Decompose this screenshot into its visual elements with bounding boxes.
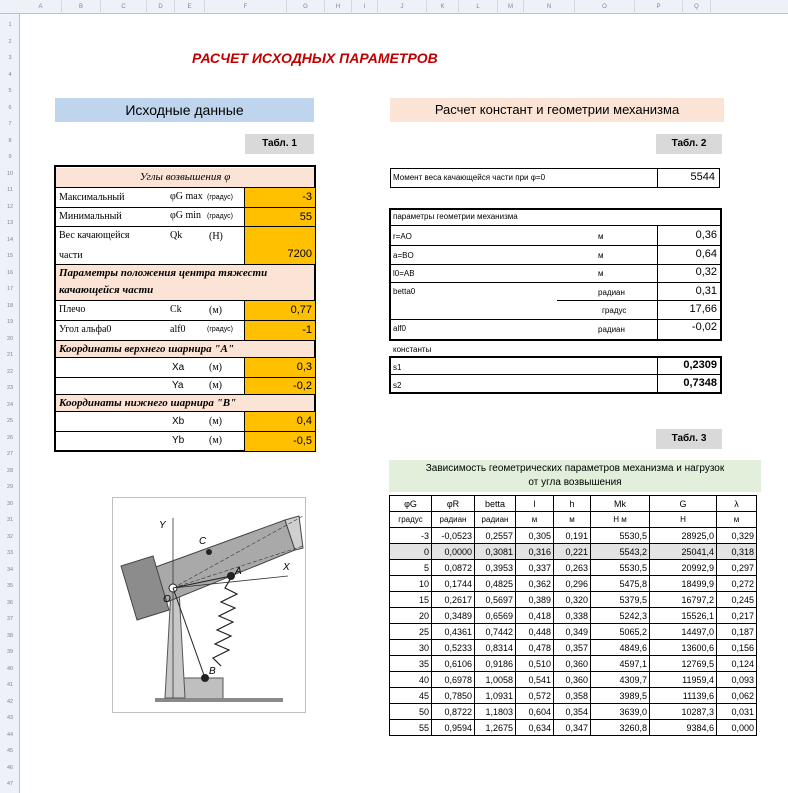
table-cell[interactable]: 0,221 [554, 544, 591, 560]
alf-label: alf0 [393, 324, 406, 333]
betta-label: betta0 [393, 287, 416, 296]
table-cell[interactable]: 3260,8 [591, 720, 650, 736]
row-header-21[interactable]: 21 [6, 352, 14, 358]
table-row [390, 688, 757, 704]
row-header-44[interactable]: 44 [6, 731, 14, 738]
row-header-39[interactable]: 39 [6, 649, 14, 655]
table-cell[interactable]: 0,6106 [432, 656, 475, 672]
table-cell[interactable]: 0,263 [554, 560, 591, 576]
table-cell[interactable]: 0,093 [717, 672, 757, 688]
table-cell[interactable]: 1,1803 [475, 704, 516, 720]
table-cell[interactable]: 0 [390, 544, 432, 560]
row-header-16[interactable]: 16 [6, 269, 14, 276]
column-header-Q[interactable]: Q [683, 0, 711, 14]
s1-value: 0,2309 [683, 359, 717, 371]
row-header-10[interactable]: 10 [6, 170, 14, 177]
column-header-O[interactable]: O [575, 0, 635, 14]
point-c-label: C [199, 536, 207, 547]
table-cell[interactable]: 5530,5 [591, 560, 650, 576]
table-cell[interactable]: 1,2675 [475, 720, 516, 736]
table-cell[interactable]: 0,031 [717, 704, 757, 720]
table-cell[interactable]: 9384,6 [650, 720, 717, 736]
y-axis-label: Y [159, 520, 166, 531]
hinge-b-label: B [209, 666, 216, 677]
column-header-D[interactable]: D [147, 0, 175, 14]
table-cell[interactable]: betta [475, 496, 516, 512]
table-row [390, 640, 757, 656]
column-header-bar [0, 0, 788, 14]
table-row [390, 720, 757, 736]
table-cell[interactable]: 5242,3 [591, 608, 650, 624]
yb-symbol: Yb [172, 435, 185, 446]
table-cell[interactable]: 0,362 [516, 576, 554, 592]
table-cell[interactable]: 0,187 [717, 624, 757, 640]
row-header-15[interactable]: 15 [6, 253, 14, 259]
table-row [390, 592, 757, 608]
table-cell[interactable]: 0,318 [717, 544, 757, 560]
table-cell[interactable]: 0,305 [516, 528, 554, 544]
alpha-label: Угол альфа0 [59, 324, 112, 335]
table-cell[interactable]: 0,349 [554, 624, 591, 640]
table-cell[interactable]: 30 [390, 640, 432, 656]
xa-input[interactable]: 0,3 [245, 358, 315, 377]
table-cell[interactable]: 45 [390, 688, 432, 704]
table-cell[interactable]: 12769,5 [650, 656, 717, 672]
x-axis-label: X [283, 562, 290, 573]
row-header-2[interactable]: 2 [8, 38, 12, 45]
table-3-title [389, 460, 761, 492]
table-cell[interactable]: 0,191 [554, 528, 591, 544]
table-cell[interactable]: 4309,7 [591, 672, 650, 688]
table-cell[interactable]: 35 [390, 656, 432, 672]
row-header-1[interactable]: 1 [8, 22, 12, 28]
l0-value: 0,32 [695, 266, 717, 278]
table-cell[interactable]: 5379,5 [591, 592, 650, 608]
row-header-6[interactable]: 6 [8, 104, 12, 111]
table-cell[interactable]: 0,217 [717, 608, 757, 624]
table-cell[interactable]: 0,337 [516, 560, 554, 576]
table-row [390, 672, 757, 688]
betta-deg-unit: градус [602, 306, 627, 315]
row-header-11[interactable]: 11 [7, 187, 13, 193]
table-cell[interactable]: 0,316 [516, 544, 554, 560]
max-unit: (градус) [207, 194, 234, 201]
min-label: Минимальный [59, 211, 122, 222]
weight-label-line2: части [59, 250, 83, 261]
table-cell[interactable]: 5530,5 [591, 528, 650, 544]
yb-unit: (м) [209, 435, 222, 446]
min-symbol: φG min [170, 210, 202, 221]
table-cell[interactable]: радиан [432, 512, 475, 528]
table-cell[interactable]: -3 [390, 528, 432, 544]
a-unit: м [598, 251, 604, 260]
lower-hinge-title: Координаты нижнего шарнира "В" [56, 395, 314, 411]
row-header-24[interactable]: 24 [6, 401, 14, 408]
table-3-title-line1: Зависимость геометрических параметров механизма и нагрузок [425, 463, 725, 474]
table-cell[interactable]: 0,3081 [475, 544, 516, 560]
weight-label-line1: Вес качающейся [59, 230, 130, 241]
table-cell[interactable]: 0,2617 [432, 592, 475, 608]
geometry-title: параметры геометрии механизма [393, 212, 518, 221]
alf-value: -0,02 [691, 321, 717, 333]
table-cell[interactable]: Mk [591, 496, 650, 512]
alf-unit: радиан [598, 325, 625, 334]
table-cell[interactable]: м [554, 512, 591, 528]
table-cell[interactable]: 0,360 [554, 672, 591, 688]
cg-title [56, 265, 314, 300]
table-cell[interactable]: 0,124 [717, 656, 757, 672]
table-cell[interactable]: 0,000 [717, 720, 757, 736]
table-cell[interactable]: 0,1744 [432, 576, 475, 592]
table-cell[interactable]: 10287,3 [650, 704, 717, 720]
column-header-L[interactable]: L [459, 0, 498, 14]
row-header-13[interactable]: 13 [6, 220, 14, 226]
table-row [390, 624, 757, 640]
mechanism-diagram [112, 497, 306, 713]
table-cell[interactable]: 0,3489 [432, 608, 475, 624]
table-cell[interactable]: 0,354 [554, 704, 591, 720]
table-cell[interactable]: 0,7850 [432, 688, 475, 704]
table-units-row [390, 512, 757, 528]
table-cell[interactable]: 0,2557 [475, 528, 516, 544]
table-cell[interactable]: 0,6569 [475, 608, 516, 624]
table-cell[interactable]: 13600,6 [650, 640, 717, 656]
table-cell[interactable]: м [516, 512, 554, 528]
arm-unit: (м) [209, 305, 222, 316]
table-cell[interactable]: 20 [390, 608, 432, 624]
table-cell[interactable]: 0,329 [717, 528, 757, 544]
table-cell[interactable]: 11959,4 [650, 672, 717, 688]
row-header-35[interactable]: 35 [6, 583, 14, 589]
table-cell[interactable]: 0,272 [717, 576, 757, 592]
r-value: 0,36 [695, 229, 717, 241]
table-cell[interactable]: 0,320 [554, 592, 591, 608]
row-header-30[interactable]: 30 [6, 500, 14, 507]
point-c-marker [206, 549, 212, 555]
table-cell[interactable]: 25041,4 [650, 544, 717, 560]
row-header-17[interactable]: 17 [6, 286, 14, 292]
upper-hinge-title: Координаты верхнего шарнира "А" [56, 341, 314, 357]
table-cell[interactable]: 0,8314 [475, 640, 516, 656]
row-header-28[interactable]: 28 [6, 467, 14, 474]
a-label: a=BO [393, 251, 414, 260]
weight-symbol: Qk [170, 230, 183, 241]
table-cell[interactable]: 50 [390, 704, 432, 720]
alpha-unit: (градус) [207, 326, 234, 333]
table-cell[interactable]: 0,3953 [475, 560, 516, 576]
row-header-47[interactable]: 47 [6, 781, 14, 787]
row-header-40[interactable]: 40 [6, 665, 14, 672]
row-header-7[interactable]: 7 [8, 121, 12, 127]
table-cell[interactable]: 28925,0 [650, 528, 717, 544]
max-label: Максимальный [59, 192, 125, 203]
row-header-12[interactable]: 12 [6, 203, 14, 210]
table-row [390, 544, 757, 560]
cg-title-line2: качающейся части [59, 284, 154, 296]
column-header-H[interactable]: H [325, 0, 352, 14]
table-cell[interactable]: 0,5697 [475, 592, 516, 608]
column-header-M[interactable]: M [498, 0, 524, 14]
table-cell[interactable]: G [650, 496, 717, 512]
row-header-32[interactable]: 32 [6, 533, 14, 540]
table-cell[interactable]: градус [390, 512, 432, 528]
min-angle-input[interactable]: 55 [245, 208, 315, 226]
input-data-header: Исходные данные [55, 98, 314, 122]
dependency-table [389, 495, 757, 736]
column-header-C[interactable]: C [101, 0, 147, 14]
table-header-row [390, 496, 757, 512]
s2-label: s2 [393, 381, 402, 390]
table-cell[interactable]: 0,338 [554, 608, 591, 624]
table-cell[interactable]: 0,478 [516, 640, 554, 656]
row-header-bar [0, 14, 20, 793]
table-cell[interactable]: 55 [390, 720, 432, 736]
table-cell[interactable]: 0,156 [717, 640, 757, 656]
table-cell[interactable]: 11139,6 [650, 688, 717, 704]
table-cell[interactable]: 4597,1 [591, 656, 650, 672]
row-header-14[interactable]: 14 [6, 236, 14, 243]
weight-unit: (Н) [209, 231, 223, 242]
table-cell[interactable]: 0,541 [516, 672, 554, 688]
table-cell[interactable]: 0,297 [717, 560, 757, 576]
mechanism-drawing [113, 498, 305, 712]
row-header-31[interactable]: 31 [6, 517, 14, 523]
table-cell[interactable]: 0,634 [516, 720, 554, 736]
table-cell[interactable]: 5543,2 [591, 544, 650, 560]
xb-unit: (м) [209, 416, 222, 427]
table-cell[interactable]: 4849,6 [591, 640, 650, 656]
l0-unit: м [598, 269, 604, 278]
table-cell[interactable]: 0,572 [516, 688, 554, 704]
table-cell[interactable]: 25 [390, 624, 432, 640]
xa-symbol: Xa [172, 362, 185, 373]
table-cell[interactable]: 14497,0 [650, 624, 717, 640]
s1-label: s1 [393, 363, 402, 372]
row-header-45[interactable]: 45 [6, 748, 14, 754]
table-cell[interactable]: 3989,5 [591, 688, 650, 704]
table-cell[interactable]: Н м [591, 512, 650, 528]
table-cell[interactable]: 0,9186 [475, 656, 516, 672]
row-header-18[interactable]: 18 [6, 302, 14, 309]
angles-title: Углы возвышения φ [56, 168, 314, 187]
max-symbol: φG max [170, 191, 203, 202]
row-header-34[interactable]: 34 [6, 566, 14, 573]
table-cell[interactable]: 0,510 [516, 656, 554, 672]
column-header-I[interactable]: I [352, 0, 378, 14]
l0-label: l0=AB [393, 269, 415, 278]
betta-rad-unit: радиан [598, 288, 625, 297]
table-cell[interactable]: 0,8722 [432, 704, 475, 720]
row-header-29[interactable]: 29 [6, 484, 14, 490]
table-cell[interactable]: Н [650, 512, 717, 528]
row-header-27[interactable]: 27 [6, 451, 14, 457]
row-header-41[interactable]: 41 [6, 682, 14, 688]
table-cell[interactable]: 0,389 [516, 592, 554, 608]
table-row [390, 528, 757, 544]
table-cell[interactable]: -0,0523 [432, 528, 475, 544]
row-header-25[interactable]: 25 [6, 418, 14, 424]
table-row [390, 608, 757, 624]
row-header-26[interactable]: 26 [6, 434, 14, 441]
table-cell[interactable]: 16797,2 [650, 592, 717, 608]
row-header-42[interactable]: 42 [6, 698, 14, 705]
table-cell[interactable]: λ [717, 496, 757, 512]
table-cell[interactable]: h [554, 496, 591, 512]
column-header-E[interactable]: E [175, 0, 205, 14]
table-cell[interactable]: 40 [390, 672, 432, 688]
table-cell[interactable]: 0,4361 [432, 624, 475, 640]
moment-value: 5544 [690, 171, 715, 183]
table-cell[interactable]: 0,357 [554, 640, 591, 656]
table-cell[interactable]: 18499,9 [650, 576, 717, 592]
xa-unit: (м) [209, 362, 222, 373]
table-row [390, 656, 757, 672]
ya-input[interactable]: -0,2 [245, 378, 315, 394]
row-header-33[interactable]: 33 [6, 550, 14, 556]
xb-symbol: Xb [172, 416, 185, 427]
table-3-label: Табл. 3 [656, 429, 722, 449]
row-header-5[interactable]: 5 [8, 88, 12, 94]
ya-symbol: Ya [172, 380, 184, 391]
row-header-3[interactable]: 3 [8, 55, 12, 61]
row-header-36[interactable]: 36 [6, 599, 14, 606]
row-header-20[interactable]: 20 [6, 335, 14, 342]
row-header-23[interactable]: 23 [6, 385, 14, 391]
table-cell[interactable]: 0,5233 [432, 640, 475, 656]
row-header-38[interactable]: 38 [6, 632, 14, 639]
r-label: r=AO [393, 232, 412, 241]
r-unit: м [598, 232, 604, 241]
column-header-P[interactable]: P [635, 0, 683, 14]
page-title: РАСЧЕТ ИСХОДНЫХ ПАРАМЕТРОВ [192, 50, 438, 66]
arm-label: Плечо [59, 304, 86, 315]
arm-input[interactable]: 0,77 [245, 301, 315, 320]
column-header-J[interactable]: J [378, 0, 427, 14]
s2-value: 0,7348 [683, 377, 717, 389]
table-cell[interactable]: 0,360 [554, 656, 591, 672]
pivot-o-label: O [163, 594, 171, 605]
hinge-a-label: A [235, 566, 242, 577]
row-header-37[interactable]: 37 [6, 616, 14, 622]
row-header-8[interactable]: 8 [8, 137, 12, 144]
table-cell[interactable]: 0,9594 [432, 720, 475, 736]
alpha-symbol: alf0 [170, 324, 186, 335]
table-cell[interactable]: 0,4825 [475, 576, 516, 592]
table-row [390, 704, 757, 720]
table-cell[interactable]: l [516, 496, 554, 512]
column-header-N[interactable]: N [524, 0, 575, 14]
betta-deg-value: 17,66 [689, 303, 717, 315]
alpha-input[interactable]: -1 [245, 321, 315, 340]
yb-input[interactable]: -0,5 [245, 432, 315, 451]
table-cell[interactable]: 0,358 [554, 688, 591, 704]
a-value: 0,64 [695, 248, 717, 260]
table-cell[interactable]: 5 [390, 560, 432, 576]
row-header-46[interactable]: 46 [6, 764, 14, 771]
table-cell[interactable]: 0,245 [717, 592, 757, 608]
table-cell[interactable]: 0,7442 [475, 624, 516, 640]
table-cell[interactable]: φR [432, 496, 475, 512]
row-header-4[interactable]: 4 [8, 71, 12, 78]
cg-title-line1: Параметры положения центра тяжести [59, 267, 268, 279]
table-cell[interactable]: 15526,1 [650, 608, 717, 624]
table-cell[interactable]: 0,604 [516, 704, 554, 720]
column-header-A[interactable]: A [20, 0, 62, 14]
table-cell[interactable]: φG [390, 496, 432, 512]
min-unit: (градус) [207, 213, 234, 220]
table-row [390, 560, 757, 576]
table-cell[interactable]: 20992,9 [650, 560, 717, 576]
arm-symbol: Ck [170, 304, 182, 315]
row-header-9[interactable]: 9 [8, 154, 12, 160]
column-header-F[interactable]: F [205, 0, 287, 14]
table-row [390, 576, 757, 592]
table-cell[interactable]: радиан [475, 512, 516, 528]
table-cell[interactable]: м [717, 512, 757, 528]
ya-unit: (м) [209, 380, 222, 391]
table-cell[interactable]: 3639,0 [591, 704, 650, 720]
table-cell[interactable]: 15 [390, 592, 432, 608]
column-header-B[interactable]: B [62, 0, 101, 14]
constants-header: Расчет констант и геометрии механизма [390, 98, 724, 122]
table-1-label: Табл. 1 [245, 134, 314, 154]
table-cell[interactable]: 0,418 [516, 608, 554, 624]
betta-rad-value: 0,31 [695, 285, 717, 297]
table-cell[interactable]: 1,0058 [475, 672, 516, 688]
table-cell[interactable]: 5475,8 [591, 576, 650, 592]
column-header-K[interactable]: K [427, 0, 459, 14]
table-cell[interactable]: 0,347 [554, 720, 591, 736]
table-cell[interactable]: 10 [390, 576, 432, 592]
xb-input[interactable]: 0,4 [245, 412, 315, 431]
constants-title: константы [393, 345, 432, 354]
table-cell[interactable]: 0,062 [717, 688, 757, 704]
table-cell[interactable]: 0,448 [516, 624, 554, 640]
row-header-19[interactable]: 19 [6, 319, 14, 325]
row-header-22[interactable]: 22 [6, 368, 14, 375]
table-cell[interactable]: 0,0000 [432, 544, 475, 560]
column-header-G[interactable]: G [287, 0, 325, 14]
table-cell[interactable]: 5065,2 [591, 624, 650, 640]
table-cell[interactable]: 1,0931 [475, 688, 516, 704]
row-header-43[interactable]: 43 [6, 715, 14, 721]
max-angle-input[interactable]: -3 [245, 188, 315, 207]
table-cell[interactable]: 0,296 [554, 576, 591, 592]
table-2-label: Табл. 2 [656, 134, 722, 154]
table-cell[interactable]: 0,6978 [432, 672, 475, 688]
table-3-title-line2: от угла возвышения [528, 477, 622, 488]
table-cell[interactable]: 0,0872 [432, 560, 475, 576]
moment-label: Момент веса качающейся части при φ=0 [393, 173, 546, 182]
weight-input[interactable]: 7200 [245, 227, 315, 264]
